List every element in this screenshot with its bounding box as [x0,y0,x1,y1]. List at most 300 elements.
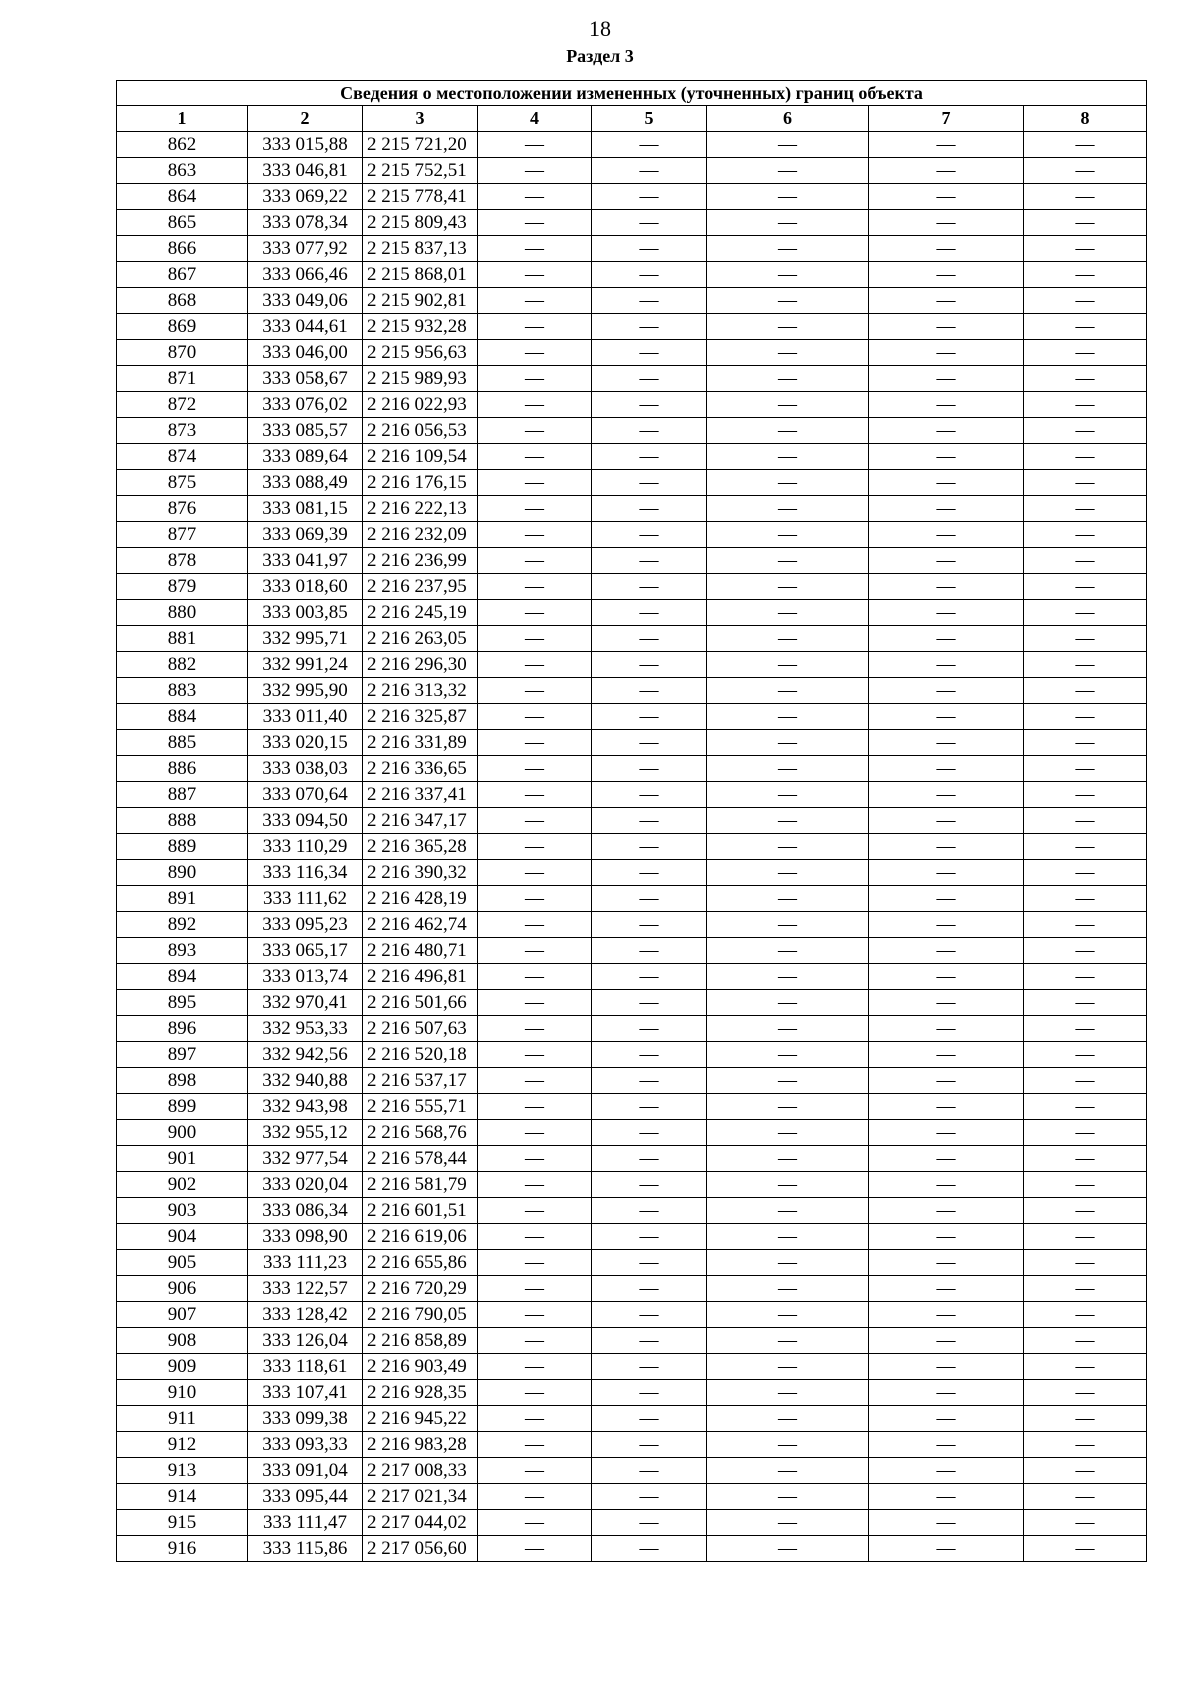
table-row [117,1016,1147,1042]
empty-value-cell: — [1024,1198,1147,1224]
column-header: 5 [592,106,707,132]
table-row [117,1198,1147,1224]
empty-value-cell: — [869,262,1024,288]
table-row [117,704,1147,730]
empty-value-cell: — [1024,1172,1147,1198]
y-coordinate-cell: 2 216 056,53 [363,418,478,444]
empty-value-cell: — [1024,886,1147,912]
empty-value-cell: — [592,1276,707,1302]
y-coordinate-cell: 2 216 109,54 [363,444,478,470]
empty-value-cell: — [869,132,1024,158]
empty-value-cell: — [869,288,1024,314]
empty-value-cell: — [592,1536,707,1562]
x-coordinate-cell: 333 003,85 [248,600,363,626]
empty-value-cell: — [707,1042,869,1068]
empty-value-cell: — [592,1042,707,1068]
point-number-cell: 902 [117,1172,248,1198]
empty-value-cell: — [478,1120,592,1146]
empty-value-cell: — [592,1354,707,1380]
empty-value-cell: — [869,366,1024,392]
column-header: 3 [363,106,478,132]
point-number-cell: 878 [117,548,248,574]
table-row [117,1484,1147,1510]
empty-value-cell: — [478,1406,592,1432]
empty-value-cell: — [592,132,707,158]
empty-value-cell: — [869,1198,1024,1224]
empty-value-cell: — [707,1354,869,1380]
empty-value-cell: — [869,444,1024,470]
point-number-cell: 907 [117,1302,248,1328]
empty-value-cell: — [1024,1120,1147,1146]
x-coordinate-cell: 332 977,54 [248,1146,363,1172]
x-coordinate-cell: 333 122,57 [248,1276,363,1302]
table-row [117,262,1147,288]
empty-value-cell: — [869,574,1024,600]
table-row [117,1146,1147,1172]
empty-value-cell: — [592,1510,707,1536]
empty-value-cell: — [478,1276,592,1302]
y-coordinate-cell: 2 217 044,02 [363,1510,478,1536]
x-coordinate-cell: 333 041,97 [248,548,363,574]
empty-value-cell: — [707,1432,869,1458]
empty-value-cell: — [707,1068,869,1094]
y-coordinate-cell: 2 216 336,65 [363,756,478,782]
table-row [117,574,1147,600]
empty-value-cell: — [869,678,1024,704]
table-row [117,1224,1147,1250]
table-row [117,1354,1147,1380]
empty-value-cell: — [478,964,592,990]
empty-value-cell: — [1024,1068,1147,1094]
empty-value-cell: — [869,1380,1024,1406]
empty-value-cell: — [869,1276,1024,1302]
empty-value-cell: — [592,184,707,210]
coordinates-table [116,80,1147,1562]
table-row [117,444,1147,470]
column-header: 1 [117,106,248,132]
point-number-cell: 899 [117,1094,248,1120]
empty-value-cell: — [478,1302,592,1328]
empty-value-cell: — [1024,158,1147,184]
empty-value-cell: — [478,678,592,704]
point-number-cell: 874 [117,444,248,470]
empty-value-cell: — [478,1354,592,1380]
empty-value-cell: — [478,210,592,236]
y-coordinate-cell: 2 215 868,01 [363,262,478,288]
empty-value-cell: — [707,782,869,808]
point-number-cell: 903 [117,1198,248,1224]
empty-value-cell: — [1024,808,1147,834]
empty-value-cell: — [592,938,707,964]
empty-value-cell: — [592,1094,707,1120]
point-number-cell: 872 [117,392,248,418]
table-row [117,392,1147,418]
point-number-cell: 866 [117,236,248,262]
empty-value-cell: — [478,1016,592,1042]
empty-value-cell: — [869,704,1024,730]
empty-value-cell: — [869,236,1024,262]
x-coordinate-cell: 332 942,56 [248,1042,363,1068]
x-coordinate-cell: 333 020,15 [248,730,363,756]
x-coordinate-cell: 333 069,39 [248,522,363,548]
empty-value-cell: — [478,990,592,1016]
empty-value-cell: — [478,470,592,496]
table-header-row [117,106,1147,132]
empty-value-cell: — [707,1484,869,1510]
empty-value-cell: — [707,1198,869,1224]
empty-value-cell: — [1024,1406,1147,1432]
empty-value-cell: — [1024,574,1147,600]
empty-value-cell: — [707,1510,869,1536]
y-coordinate-cell: 2 217 056,60 [363,1536,478,1562]
y-coordinate-cell: 2 215 902,81 [363,288,478,314]
point-number-cell: 890 [117,860,248,886]
table-row [117,1328,1147,1354]
y-coordinate-cell: 2 215 837,13 [363,236,478,262]
empty-value-cell: — [478,756,592,782]
empty-value-cell: — [592,496,707,522]
table-row [117,808,1147,834]
empty-value-cell: — [592,548,707,574]
y-coordinate-cell: 2 216 945,22 [363,1406,478,1432]
empty-value-cell: — [707,496,869,522]
empty-value-cell: — [1024,1042,1147,1068]
y-coordinate-cell: 2 216 237,95 [363,574,478,600]
empty-value-cell: — [478,912,592,938]
empty-value-cell: — [707,834,869,860]
empty-value-cell: — [1024,1380,1147,1406]
table-row [117,678,1147,704]
empty-value-cell: — [869,834,1024,860]
table-row [117,158,1147,184]
column-header: 2 [248,106,363,132]
empty-value-cell: — [869,1484,1024,1510]
empty-value-cell: — [592,1198,707,1224]
empty-value-cell: — [707,418,869,444]
empty-value-cell: — [707,548,869,574]
empty-value-cell: — [478,548,592,574]
empty-value-cell: — [478,288,592,314]
x-coordinate-cell: 332 995,90 [248,678,363,704]
empty-value-cell: — [707,1276,869,1302]
empty-value-cell: — [478,834,592,860]
empty-value-cell: — [869,496,1024,522]
empty-value-cell: — [869,158,1024,184]
empty-value-cell: — [478,1146,592,1172]
empty-value-cell: — [1024,496,1147,522]
empty-value-cell: — [1024,782,1147,808]
x-coordinate-cell: 333 018,60 [248,574,363,600]
point-number-cell: 867 [117,262,248,288]
empty-value-cell: — [478,600,592,626]
y-coordinate-cell: 2 216 480,71 [363,938,478,964]
page-number: 18 [589,16,611,41]
empty-value-cell: — [478,444,592,470]
empty-value-cell: — [869,1302,1024,1328]
empty-value-cell: — [1024,626,1147,652]
point-number-cell: 883 [117,678,248,704]
empty-value-cell: — [592,418,707,444]
x-coordinate-cell: 333 099,38 [248,1406,363,1432]
y-coordinate-cell: 2 216 983,28 [363,1432,478,1458]
table-row [117,366,1147,392]
point-number-cell: 906 [117,1276,248,1302]
empty-value-cell: — [1024,1302,1147,1328]
point-number-cell: 915 [117,1510,248,1536]
empty-value-cell: — [707,288,869,314]
empty-value-cell: — [869,1458,1024,1484]
empty-value-cell: — [478,340,592,366]
x-coordinate-cell: 333 011,40 [248,704,363,730]
empty-value-cell: — [1024,1250,1147,1276]
x-coordinate-cell: 333 091,04 [248,1458,363,1484]
y-coordinate-cell: 2 216 022,93 [363,392,478,418]
y-coordinate-cell: 2 216 520,18 [363,1042,478,1068]
empty-value-cell: — [1024,912,1147,938]
empty-value-cell: — [478,886,592,912]
x-coordinate-cell: 333 095,44 [248,1484,363,1510]
empty-value-cell: — [592,158,707,184]
empty-value-cell: — [707,184,869,210]
x-coordinate-cell: 333 076,02 [248,392,363,418]
empty-value-cell: — [592,392,707,418]
empty-value-cell: — [707,756,869,782]
empty-value-cell: — [1024,1432,1147,1458]
empty-value-cell: — [707,366,869,392]
point-number-cell: 904 [117,1224,248,1250]
empty-value-cell: — [707,1328,869,1354]
x-coordinate-cell: 332 991,24 [248,652,363,678]
point-number-cell: 909 [117,1354,248,1380]
x-coordinate-cell: 332 970,41 [248,990,363,1016]
empty-value-cell: — [707,704,869,730]
empty-value-cell: — [707,158,869,184]
y-coordinate-cell: 2 215 989,93 [363,366,478,392]
point-number-cell: 886 [117,756,248,782]
empty-value-cell: — [707,1406,869,1432]
table-row [117,912,1147,938]
empty-value-cell: — [478,1094,592,1120]
y-coordinate-cell: 2 216 568,76 [363,1120,478,1146]
empty-value-cell: — [592,1120,707,1146]
y-coordinate-cell: 2 216 176,15 [363,470,478,496]
empty-value-cell: — [869,1250,1024,1276]
empty-value-cell: — [592,1406,707,1432]
table-row [117,756,1147,782]
table-row [117,132,1147,158]
table-row [117,314,1147,340]
table-row [117,782,1147,808]
empty-value-cell: — [478,1510,592,1536]
empty-value-cell: — [478,1328,592,1354]
empty-value-cell: — [478,1224,592,1250]
point-number-cell: 887 [117,782,248,808]
empty-value-cell: — [707,340,869,366]
empty-value-cell: — [869,964,1024,990]
x-coordinate-cell: 333 081,15 [248,496,363,522]
empty-value-cell: — [869,1094,1024,1120]
empty-value-cell: — [1024,210,1147,236]
empty-value-cell: — [592,808,707,834]
empty-value-cell: — [592,366,707,392]
empty-value-cell: — [592,262,707,288]
empty-value-cell: — [592,990,707,1016]
empty-value-cell: — [478,782,592,808]
empty-value-cell: — [592,314,707,340]
empty-value-cell: — [707,1302,869,1328]
empty-value-cell: — [869,782,1024,808]
empty-value-cell: — [707,626,869,652]
point-number-cell: 865 [117,210,248,236]
empty-value-cell: — [1024,1224,1147,1250]
empty-value-cell: — [869,1042,1024,1068]
empty-value-cell: — [592,756,707,782]
x-coordinate-cell: 333 044,61 [248,314,363,340]
point-number-cell: 885 [117,730,248,756]
table-row [117,1406,1147,1432]
point-number-cell: 863 [117,158,248,184]
empty-value-cell: — [478,522,592,548]
empty-value-cell: — [707,964,869,990]
point-number-cell: 913 [117,1458,248,1484]
empty-value-cell: — [869,912,1024,938]
table-body [117,132,1147,1562]
empty-value-cell: — [869,1536,1024,1562]
empty-value-cell: — [1024,1016,1147,1042]
empty-value-cell: — [478,262,592,288]
empty-value-cell: — [869,210,1024,236]
empty-value-cell: — [707,210,869,236]
empty-value-cell: — [707,236,869,262]
empty-value-cell: — [869,1172,1024,1198]
empty-value-cell: — [1024,522,1147,548]
x-coordinate-cell: 333 058,67 [248,366,363,392]
x-coordinate-cell: 333 013,74 [248,964,363,990]
point-number-cell: 882 [117,652,248,678]
empty-value-cell: — [707,1146,869,1172]
empty-value-cell: — [592,1146,707,1172]
point-number-cell: 871 [117,366,248,392]
point-number-cell: 881 [117,626,248,652]
y-coordinate-cell: 2 217 021,34 [363,1484,478,1510]
empty-value-cell: — [869,600,1024,626]
point-number-cell: 879 [117,574,248,600]
empty-value-cell: — [592,626,707,652]
empty-value-cell: — [707,1016,869,1042]
y-coordinate-cell: 2 216 858,89 [363,1328,478,1354]
empty-value-cell: — [1024,132,1147,158]
empty-value-cell: — [707,1172,869,1198]
table-row [117,522,1147,548]
y-coordinate-cell: 2 216 903,49 [363,1354,478,1380]
y-coordinate-cell: 2 217 008,33 [363,1458,478,1484]
x-coordinate-cell: 333 098,90 [248,1224,363,1250]
empty-value-cell: — [707,808,869,834]
empty-value-cell: — [869,1224,1024,1250]
empty-value-cell: — [592,1328,707,1354]
y-coordinate-cell: 2 216 313,32 [363,678,478,704]
empty-value-cell: — [707,912,869,938]
y-coordinate-cell: 2 215 721,20 [363,132,478,158]
point-number-cell: 873 [117,418,248,444]
table-caption: Сведения о местоположении измененных (уточненных) границ объекта [117,81,1147,106]
x-coordinate-cell: 333 049,06 [248,288,363,314]
empty-value-cell: — [478,704,592,730]
empty-value-cell: — [478,496,592,522]
empty-value-cell: — [707,1094,869,1120]
column-header: 4 [478,106,592,132]
y-coordinate-cell: 2 216 390,32 [363,860,478,886]
empty-value-cell: — [707,132,869,158]
table-row [117,1094,1147,1120]
empty-value-cell: — [1024,288,1147,314]
empty-value-cell: — [1024,470,1147,496]
point-number-cell: 898 [117,1068,248,1094]
y-coordinate-cell: 2 216 601,51 [363,1198,478,1224]
empty-value-cell: — [869,626,1024,652]
x-coordinate-cell: 333 094,50 [248,808,363,834]
empty-value-cell: — [592,1458,707,1484]
table-row [117,340,1147,366]
empty-value-cell: — [592,704,707,730]
empty-value-cell: — [1024,392,1147,418]
empty-value-cell: — [1024,600,1147,626]
point-number-cell: 875 [117,470,248,496]
table-row [117,1458,1147,1484]
empty-value-cell: — [869,470,1024,496]
empty-value-cell: — [869,1120,1024,1146]
empty-value-cell: — [1024,678,1147,704]
empty-value-cell: — [1024,1484,1147,1510]
point-number-cell: 895 [117,990,248,1016]
x-coordinate-cell: 333 020,04 [248,1172,363,1198]
empty-value-cell: — [478,808,592,834]
y-coordinate-cell: 2 216 222,13 [363,496,478,522]
empty-value-cell: — [592,678,707,704]
empty-value-cell: — [1024,938,1147,964]
empty-value-cell: — [869,990,1024,1016]
point-number-cell: 914 [117,1484,248,1510]
empty-value-cell: — [1024,314,1147,340]
empty-value-cell: — [592,1380,707,1406]
empty-value-cell: — [869,1354,1024,1380]
empty-value-cell: — [1024,418,1147,444]
y-coordinate-cell: 2 216 507,63 [363,1016,478,1042]
empty-value-cell: — [478,1380,592,1406]
table-row [117,990,1147,1016]
empty-value-cell: — [478,158,592,184]
empty-value-cell: — [869,340,1024,366]
table-row [117,548,1147,574]
table-row [117,1250,1147,1276]
empty-value-cell: — [478,1536,592,1562]
empty-value-cell: — [592,1432,707,1458]
x-coordinate-cell: 333 085,57 [248,418,363,444]
empty-value-cell: — [869,1432,1024,1458]
y-coordinate-cell: 2 215 778,41 [363,184,478,210]
y-coordinate-cell: 2 216 555,71 [363,1094,478,1120]
x-coordinate-cell: 332 940,88 [248,1068,363,1094]
point-number-cell: 891 [117,886,248,912]
empty-value-cell: — [592,210,707,236]
y-coordinate-cell: 2 216 496,81 [363,964,478,990]
empty-value-cell: — [478,1042,592,1068]
table-row [117,886,1147,912]
empty-value-cell: — [707,1536,869,1562]
empty-value-cell: — [707,1458,869,1484]
table-row [117,1432,1147,1458]
empty-value-cell: — [869,184,1024,210]
